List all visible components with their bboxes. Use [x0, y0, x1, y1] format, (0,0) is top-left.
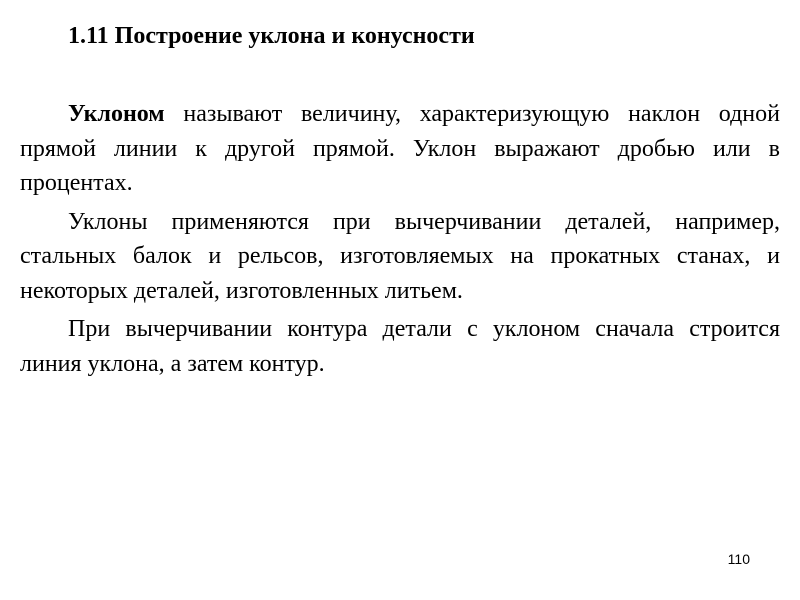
paragraph-applications: Уклоны применяются при вычерчивании деталей, например, стальных балок и рельсов, изготовляемых на прокатных станах, и некоторых деталей, изготовленных литьем.	[20, 208, 780, 304]
paragraph-definition-text: называют величину, характеризующую наклон одной прямой линии к другой прямой. Уклон выражают дробью или в процентах.	[20, 101, 780, 196]
page-number: 110	[727, 551, 750, 567]
paragraph-definition	[20, 97, 780, 201]
defined-term: Уклоном	[68, 101, 165, 127]
body-text	[20, 97, 780, 381]
section-heading: 1.11 Построение уклона и конусности	[68, 23, 475, 49]
paragraph-construction: При вычерчивании контура детали с уклоном сначала строится линия уклона, а затем контур.	[20, 316, 780, 377]
